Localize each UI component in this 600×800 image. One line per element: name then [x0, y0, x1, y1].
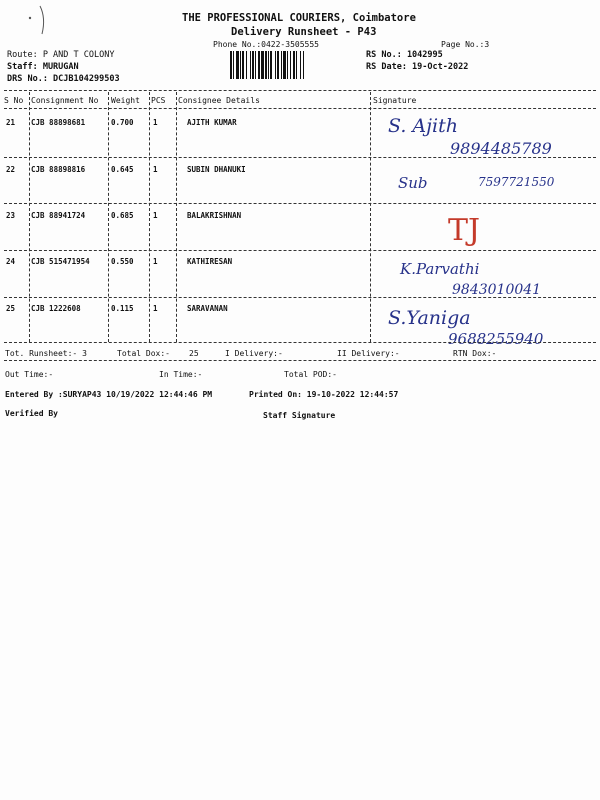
- svg-text:K.Parvathi: K.Parvathi: [400, 260, 480, 278]
- row-pcs: 1: [153, 257, 158, 266]
- row-sno: 23: [6, 211, 16, 220]
- handwritten-signature: [384, 300, 588, 348]
- total-pod: Total POD:-: [284, 370, 337, 379]
- row-consignee: SARAVANAN: [187, 304, 228, 313]
- document-title: Delivery Runsheet - P43: [231, 26, 377, 38]
- ii-delivery: II Delivery:-: [337, 349, 400, 358]
- col-divider: [108, 92, 109, 342]
- row-sno: 22: [6, 165, 16, 174]
- route: Route: P AND T COLONY: [7, 50, 115, 60]
- svg-text:S. Ajith: S. Ajith: [388, 115, 458, 137]
- handwritten-signature: [380, 110, 590, 158]
- col-consignment: Consignment No: [31, 96, 99, 105]
- row-consignment: CJB 515471954: [31, 257, 90, 266]
- svg-text:Sub: Sub: [398, 174, 428, 192]
- in-time: In Time:-: [159, 370, 203, 379]
- staff-name: Staff: MURUGAN: [7, 62, 79, 72]
- row-sno: 24: [6, 257, 16, 266]
- i-delivery: I Delivery:-: [225, 349, 283, 358]
- row-separator: [4, 250, 596, 251]
- barcode: [229, 51, 356, 79]
- row-consignment: CJB 88941724: [31, 211, 86, 220]
- phone-number: Phone No.:0422-3505555: [213, 40, 319, 49]
- row-consignment: CJB 88898681: [31, 118, 86, 127]
- row-weight: 0.645: [111, 165, 134, 174]
- printed-on: Printed On: 19-10-2022 12:44:57: [249, 390, 399, 399]
- row-weight: 0.685: [111, 211, 134, 220]
- scan-mark: [22, 4, 62, 44]
- svg-text:7597721550: 7597721550: [478, 175, 555, 189]
- row-weight: 0.550: [111, 257, 134, 266]
- col-signature: Signature: [373, 96, 417, 105]
- svg-text:S.Yaniga: S.Yaniga: [388, 307, 471, 329]
- row-consignee: BALAKRISHNAN: [187, 211, 242, 220]
- svg-text:9894485789: 9894485789: [450, 139, 552, 158]
- col-divider: [149, 92, 150, 342]
- columns-separator: [4, 108, 596, 109]
- drs-number: DRS No.: DCJB104299503: [7, 74, 120, 84]
- col-divider: [370, 92, 371, 342]
- svg-text:TJ: TJ: [448, 213, 481, 248]
- total-runsheet: Tot. Runsheet:- 3: [5, 349, 87, 358]
- page-number: Page No.:3: [441, 40, 490, 49]
- row-separator: [4, 342, 596, 343]
- row-weight: 0.115: [111, 304, 134, 313]
- row-consignment: CJB 1222608: [31, 304, 81, 313]
- handwritten-signature: [396, 256, 592, 298]
- col-sno: S No: [4, 96, 24, 105]
- rs-date: RS Date: 19-Oct-2022: [366, 62, 469, 72]
- staff-signature: Staff Signature: [263, 411, 336, 420]
- col-consignee: Consignee Details: [178, 96, 260, 105]
- company-name: THE PROFESSIONAL COURIERS, Coimbatore: [182, 12, 416, 24]
- col-pcs: PCS: [151, 96, 166, 105]
- row-sno: 21: [6, 118, 16, 127]
- entered-by: Entered By :SURYAP43 10/19/2022 12:44:46 PM: [5, 390, 213, 399]
- out-time: Out Time:-: [5, 370, 54, 379]
- total-dox-value: 25: [189, 349, 199, 358]
- row-pcs: 1: [153, 211, 158, 220]
- verified-by: Verified By: [5, 409, 58, 418]
- row-consignment: CJB 88898816: [31, 165, 86, 174]
- rs-number: RS No.: 1042995: [366, 50, 443, 60]
- svg-text:9843010041: 9843010041: [452, 282, 542, 298]
- handwritten-signature: [392, 166, 582, 196]
- rtn-dox: RTN Dox:-: [453, 349, 497, 358]
- totals-separator: [4, 360, 596, 361]
- col-weight: Weight: [111, 96, 140, 105]
- row-separator: [4, 157, 596, 158]
- total-dox-label: Total Dox:-: [117, 349, 170, 358]
- row-sno: 25: [6, 304, 16, 313]
- row-consignee: SUBIN DHANUKI: [187, 165, 246, 174]
- row-weight: 0.700: [111, 118, 134, 127]
- row-separator: [4, 297, 596, 298]
- row-pcs: 1: [153, 304, 158, 313]
- row-consignee: AJITH KUMAR: [187, 118, 237, 127]
- svg-text:9688255940: 9688255940: [448, 330, 544, 348]
- row-consignee: KATHIRESAN: [187, 257, 233, 266]
- col-divider: [176, 92, 177, 342]
- row-pcs: 1: [153, 165, 158, 174]
- header-separator: [4, 90, 596, 91]
- handwritten-signature: [440, 204, 520, 248]
- col-divider: [29, 92, 30, 342]
- row-pcs: 1: [153, 118, 158, 127]
